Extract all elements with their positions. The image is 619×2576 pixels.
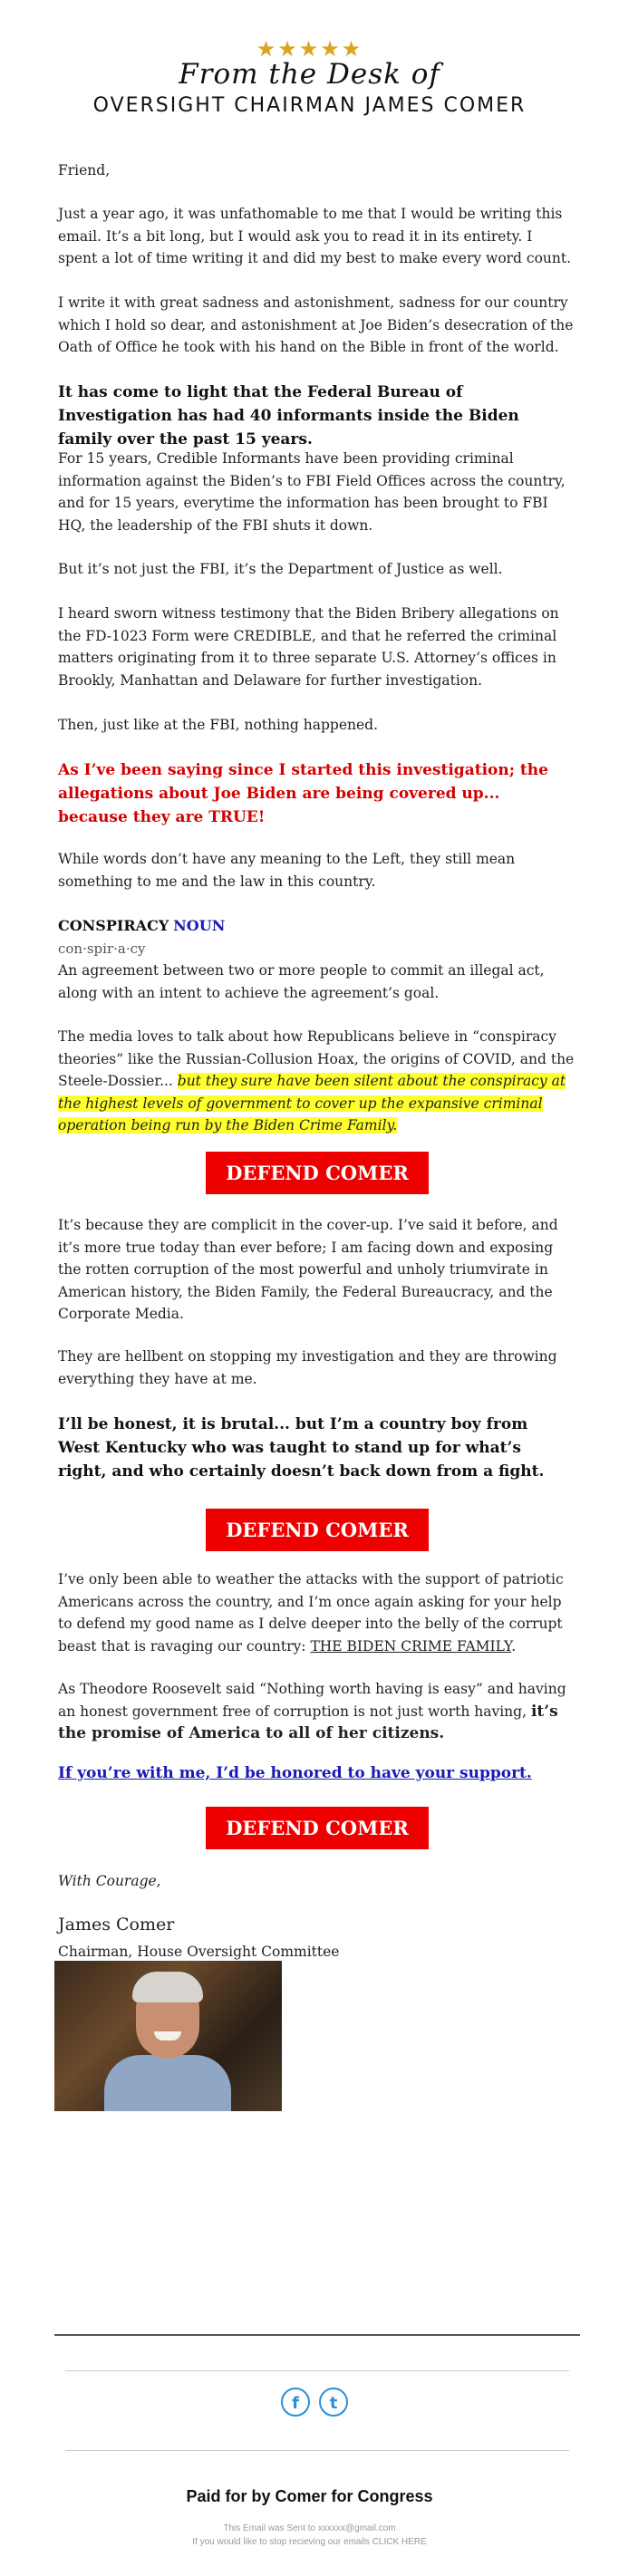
paragraph-8-red: As I’ve been saying since I started this investigation; the allegations about Joe Biden are being covered up... because they are TRUE! <box>58 761 548 826</box>
defend-comer-button-3[interactable]: DEFEND COMER <box>206 1807 429 1849</box>
header-script-line: From the Desk of <box>179 58 440 91</box>
social-divider-bottom <box>65 2450 569 2451</box>
paragraph-6: I heard sworn witness testimony that the Biden Bribery allegations on the FD-1023 Form were CREDIBLE, and that he referred the criminal matters originating from it to three separate U.S. Attorney’s offices in Brookly, Manhattan and Delaware for further investigation. <box>58 605 559 689</box>
twitter-icon[interactable]: t <box>319 2388 348 2417</box>
paragraph-14: I’ve only been able to weather the attacks with the support of patriotic Americans across the country, and I’m once again asking for your help to defend my good name as I delve deeper into the belly of the corrupt beast that is ravaging our country: THE BIDEN CRIME FAMILY. <box>58 1571 564 1655</box>
definition-block <box>58 915 575 1004</box>
unsubscribe-link[interactable]: If you would like to stop recieving our emails CLICK HERE <box>192 2537 427 2547</box>
paragraph-2: I write it with great sadness and astonishment, sadness for our country which I hold so dear, and astonishment at Joe Biden’s desecration of the Oath of Office he took with his hand on the Bible in front of the world. <box>58 294 574 355</box>
paragraph-13-bold: I’ll be honest, it is brutal... but I’m a country boy from West Kentucky who was taught to stand up for what’s right, and who certainly doesn’t back down from a fight. <box>58 1415 545 1481</box>
paragraph-12: They are hellbent on stopping my investigation and they are throwing everything they have at me. <box>58 1348 557 1387</box>
paragraph-1: Just a year ago, it was unfathomable to me that I would be writing this email. It’s a bit long, but I would ask you to read it in its entirety. I spent a lot of time writing it and did my best to make every word count. <box>58 206 572 266</box>
highlighted-text: but they sure have been silent about the conspiracy at the highest levels of government to cover up the expansive criminal operation being run by the Biden Crime Family. <box>58 1073 566 1134</box>
paragraph-10: The media loves to talk about how Republicans believe in “conspiracy theories” like the Russian-Collusion Hoax, the origins of COVID, and the Steele-Dossier... but they sure have been silent about the conspiracy at the highest levels of government to cover up the expansive criminal operation being run by the Biden Crime Family. <box>58 1028 575 1134</box>
definition-pronunciation: con·spir·a·cy <box>58 940 146 957</box>
paragraph-3-bold: It has come to light that the Federal Bureau of Investigation has had 40 informants inside the Biden family over the past 15 years. <box>58 383 519 449</box>
paragraph-7: Then, just like at the FBI, nothing happened. <box>58 717 379 733</box>
support-link-wrap <box>58 1762 575 1785</box>
definition-word: CONSPIRACY <box>58 917 169 934</box>
paid-for-disclaimer: Paid for by Comer for Congress <box>186 2487 433 2505</box>
footer-divider <box>54 2334 580 2336</box>
header-title: OVERSIGHT CHAIRMAN JAMES COMER <box>92 94 527 117</box>
stars-decoration: ★★★★★ <box>256 36 363 62</box>
social-divider-top <box>65 2370 569 2371</box>
paragraph-15: As Theodore Roosevelt said “Nothing worth having is easy” and having an honest government free of corruption is not just worth having, it’s the promise of America to all of her citizens. <box>58 1681 566 1742</box>
paragraph-9: While words don’t have any meaning to the Left, they still mean something to me and the law in this country. <box>58 851 516 890</box>
signature-title: Chairman, House Oversight Committee <box>58 1944 340 1960</box>
greeting: Friend, <box>58 162 111 178</box>
biden-crime-family-text: THE BIDEN CRIME FAMILY <box>310 1637 512 1655</box>
support-link[interactable]: If you’re with me, I’d be honored to have your support. <box>58 1764 532 1782</box>
comer-photo <box>54 1961 282 2111</box>
sent-to-line: This Email was Sent to xxxxxx@gmail.com <box>223 2523 396 2533</box>
signature-name: James Comer <box>58 1915 175 1934</box>
closing: With Courage, <box>58 1873 161 1889</box>
definition-pos: NOUN <box>173 917 226 934</box>
defend-comer-button-1[interactable]: DEFEND COMER <box>206 1152 429 1194</box>
paragraph-5: But it’s not just the FBI, it’s the Department of Justice as well. <box>58 561 503 577</box>
facebook-icon[interactable]: f <box>281 2388 310 2417</box>
paragraph-4: For 15 years, Credible Informants have been providing criminal information against the Biden’s to FBI Field Offices across the country, and for 15 years, everytime the information has been brought to FBI HQ, the leadership of the FBI shuts it down. <box>58 450 566 534</box>
paragraph-11: It’s because they are complicit in the cover-up. I’ve said it before, and it’s more true today than ever before; I am facing down and exposing the rotten corruption of the most powerful and unholy triumvirate in American history, the Biden Family, the Federal Bureaucracy, and the Corporate Media. <box>58 1217 558 1322</box>
definition-text: An agreement between two or more people to commit an illegal act, along with an intent to achieve the agreement’s goal. <box>58 962 545 1001</box>
defend-comer-button-2[interactable]: DEFEND COMER <box>206 1509 429 1551</box>
